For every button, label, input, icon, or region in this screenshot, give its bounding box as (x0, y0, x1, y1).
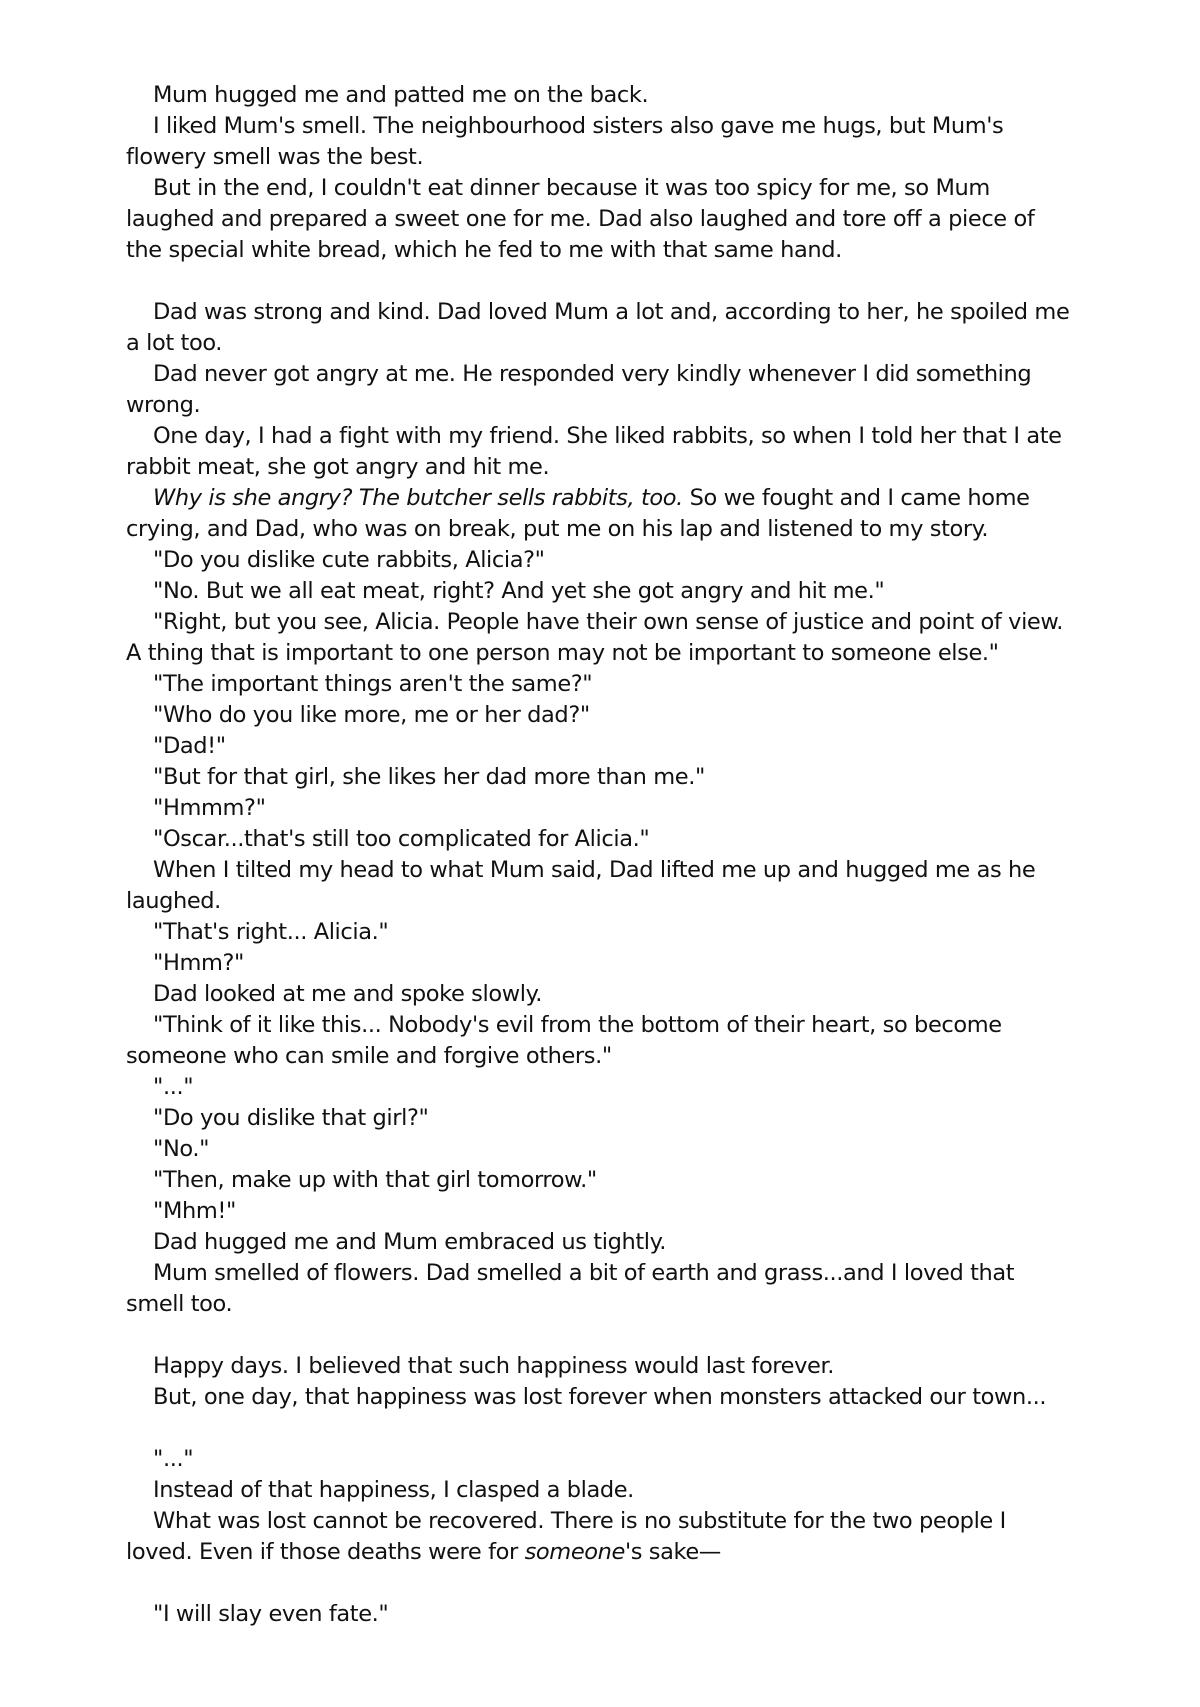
dialogue-line: "Do you dislike cute rabbits, Alicia?" (153, 547, 545, 573)
dialogue-line: "That's right... Alicia." (153, 919, 389, 945)
paragraph-text: So we fought and I came home crying, and Dad, who was on break, put me on his lap and listened to my story. (126, 485, 1030, 542)
dialogue-line: "Dad!" (153, 733, 226, 759)
paragraph (126, 483, 1076, 545)
dialogue-line: "..." (153, 1446, 194, 1472)
italic-word: someone (524, 1539, 625, 1565)
blank-line (126, 266, 1076, 297)
dialogue-line: "..." (153, 1074, 194, 1100)
dialogue-line: "I will slay even fate." (153, 1601, 389, 1627)
dialogue-line: "Hmmm?" (153, 795, 266, 821)
dialogue-line: "Oscar...that's still too complicated for Alicia." (153, 826, 650, 852)
dialogue-line: "Hmm?" (153, 950, 244, 976)
dialogue-line: "Mhm!" (153, 1198, 236, 1224)
page-body (126, 80, 1076, 1630)
paragraph: Dad was strong and kind. Dad loved Mum a lot and, according to her, he spoiled me a lot too. (126, 299, 1070, 356)
blank-line (126, 1320, 1076, 1351)
paragraph: When I tilted my head to what Mum said, Dad lifted me up and hugged me as he laughed. (126, 857, 1036, 914)
paragraph: Happy days. I believed that such happiness would last forever. (153, 1353, 835, 1379)
paragraph-tail: 's sake— (624, 1539, 721, 1565)
paragraph: Dad hugged me and Mum embraced us tightly. (153, 1229, 667, 1255)
italic-thought: Why is she angry? The butcher sells rabbits, too. (153, 485, 683, 511)
paragraph: One day, I had a fight with my friend. She liked rabbits, so when I told her that I ate rabbit meat, she got angry and hit me. (126, 423, 1062, 480)
blank-line (126, 1568, 1076, 1599)
dialogue-line: "Then, make up with that girl tomorrow." (153, 1167, 597, 1193)
paragraph: Dad never got angry at me. He responded very kindly whenever I did something wrong. (126, 361, 1032, 418)
dialogue-line: "The important things aren't the same?" (153, 671, 593, 697)
paragraph: Dad looked at me and spoke slowly. (153, 981, 543, 1007)
dialogue-line: "Think of it like this... Nobody's evil from the bottom of their heart, so become someone who can smile and forgive others." (126, 1012, 1002, 1069)
dialogue-line: "No. But we all eat meat, right? And yet she got angry and hit me." (153, 578, 885, 604)
paragraph: Mum hugged me and patted me on the back. (153, 82, 649, 108)
dialogue-line: "Who do you like more, me or her dad?" (153, 702, 590, 728)
dialogue-line: "Do you dislike that girl?" (153, 1105, 429, 1131)
blank-line (126, 1413, 1076, 1444)
paragraph: Mum smelled of flowers. Dad smelled a bit of earth and grass...and I loved that smell too. (126, 1260, 1015, 1317)
paragraph: But in the end, I couldn't eat dinner because it was too spicy for me, so Mum laughed and prepared a sweet one for me. Dad also laughed and tore off a piece of the special white bread, which he fed to me with that same hand. (126, 175, 1035, 263)
paragraph-text: What was lost cannot be recovered. There is no substitute for the two people I loved. Even if those deaths were for (126, 1508, 1006, 1565)
paragraph: I liked Mum's smell. The neighbourhood sisters also gave me hugs, but Mum's flowery smell was the best. (126, 113, 1004, 170)
dialogue-line: "But for that girl, she likes her dad more than me." (153, 764, 705, 790)
paragraph (126, 1506, 1076, 1568)
dialogue-line: "Right, but you see, Alicia. People have their own sense of justice and point of view. A thing that is important to one person may not be important to someone else." (126, 609, 1064, 666)
dialogue-line: "No." (153, 1136, 210, 1162)
paragraph: But, one day, that happiness was lost forever when monsters attacked our town... (153, 1384, 1047, 1410)
paragraph: Instead of that happiness, I clasped a blade. (153, 1477, 634, 1503)
